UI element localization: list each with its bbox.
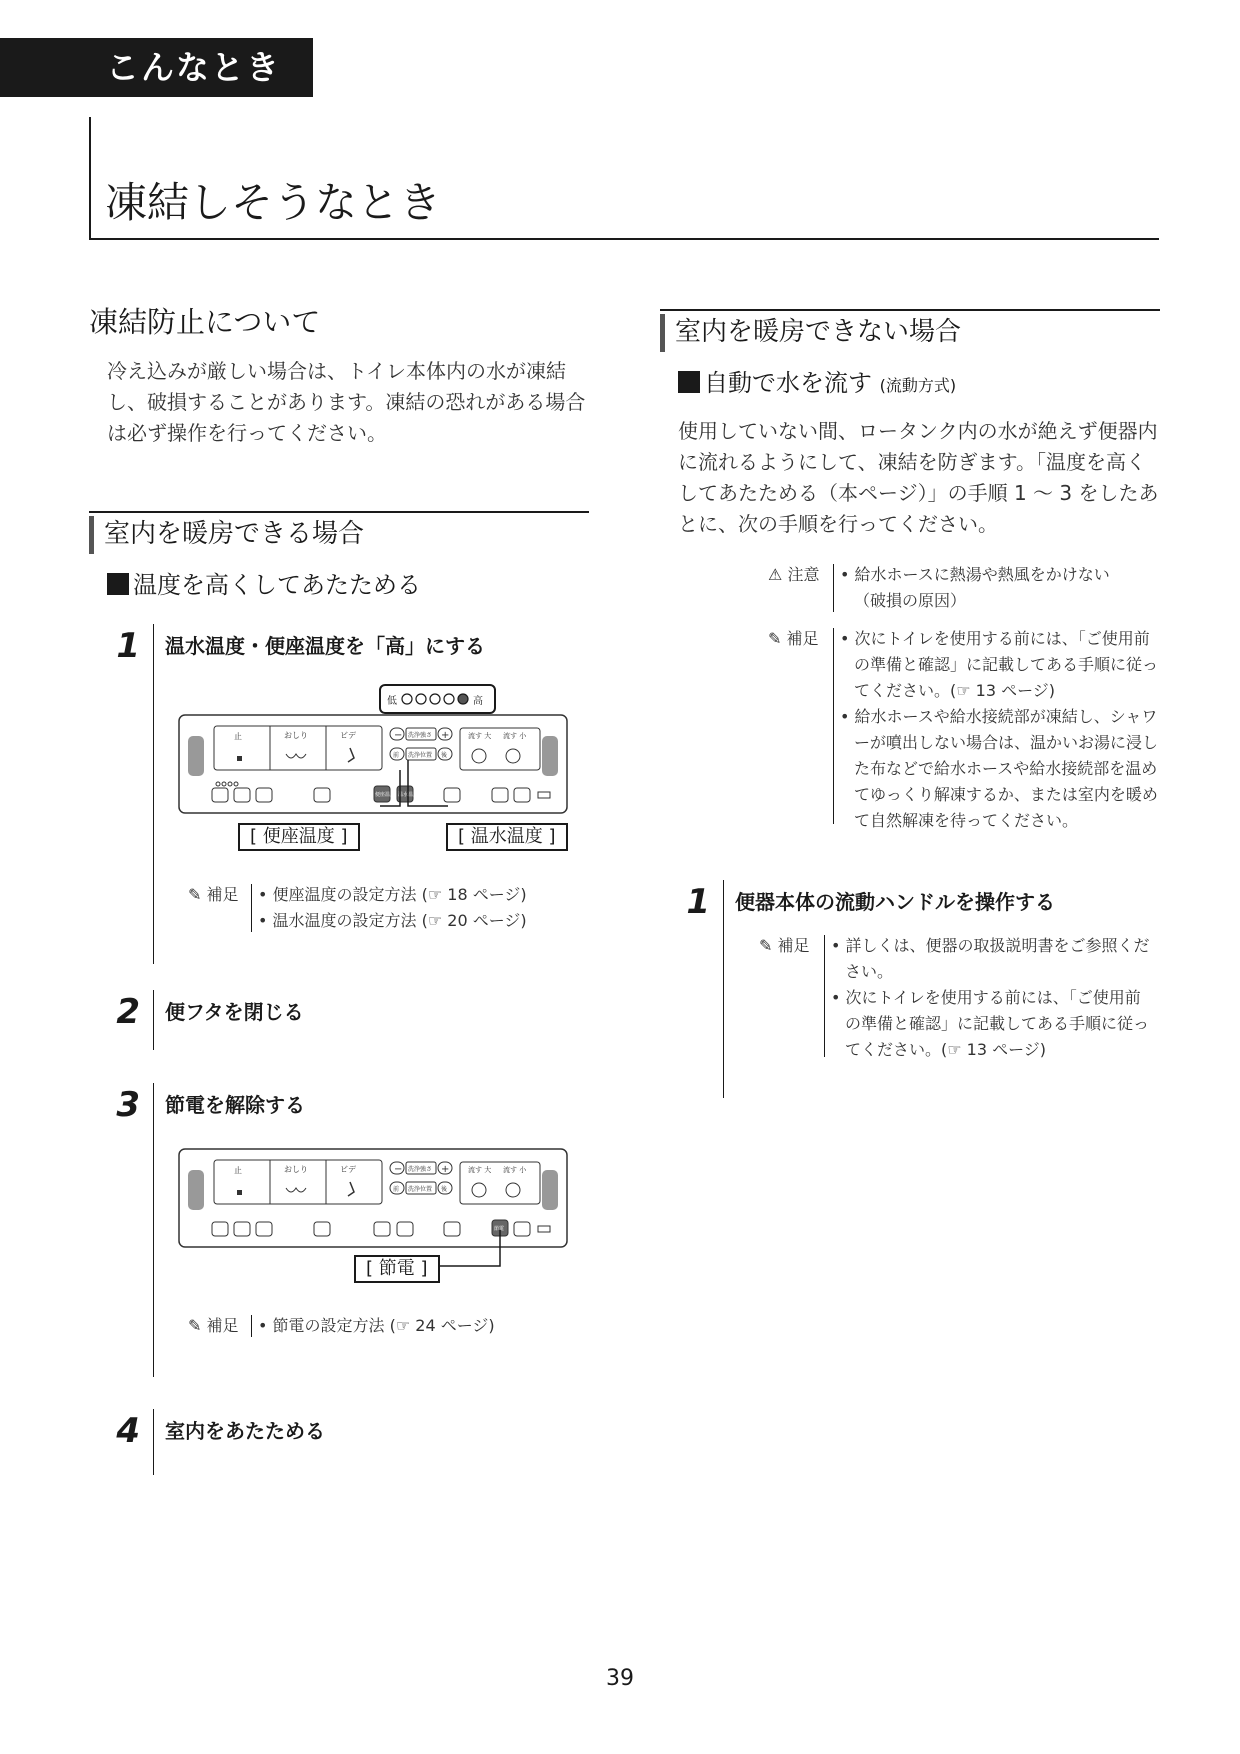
svg-text:洗浄位置: 洗浄位置	[408, 752, 433, 759]
svg-text:前: 前	[393, 752, 400, 759]
subheading-not-heatable: 室内を暖房できない場合	[660, 314, 961, 352]
indicator-high-label: 高	[473, 696, 483, 707]
callout-lines-step1	[230, 760, 560, 830]
svg-text:温水温度: 温水温度	[398, 792, 419, 798]
temperature-indicator-dots	[381, 686, 494, 712]
svg-text:+: +	[441, 730, 450, 741]
temperature-indicator-callout	[379, 684, 496, 714]
svg-text:流す 小: 流す 小	[503, 1166, 527, 1174]
note-text: • 節電の設定方法 (☞ 24 ページ)	[258, 1316, 495, 1335]
note-text: • 次にトイレを使用する前には、「ご使用前の準備と確認」に記載してある手順に従ってください。(☞ 13 ページ) • 給水ホースや給水接続部が凍結し、シャワーが噴出しない場合は、温かいお湯に浸した布などで給水ホースや給水接続部を温めてゆっくり解凍するか、または室内を暖めて自然解凍を待ってください。	[840, 629, 1159, 830]
svg-text:流す 大: 流す 大	[468, 732, 492, 740]
water-temp-label: [ 温水温度 ]	[446, 823, 568, 851]
note-text: • 便座温度の設定方法 (☞ 18 ページ) • 温水温度の設定方法 (☞ 20 ページ)	[258, 885, 527, 930]
note-bar	[824, 935, 825, 1057]
svg-text:洗浄強さ: 洗浄強さ	[408, 1166, 433, 1173]
intro-text-right: 使用していない間、ロータンク内の水が絶えず便器内に流れるようにして、凍結を防ぎます。「温度を高くしてあたためる（本ページ）」の手順 1 〜 3 をしたあとに、次の手順を行ってください。	[678, 419, 1159, 536]
step-number: 1	[116, 626, 140, 666]
method-heading-right: 自動で水を流す (流動方式)	[678, 366, 956, 403]
svg-text:便座温度: 便座温度	[375, 792, 396, 798]
step-rule	[723, 880, 724, 1098]
step-number: 4	[116, 1411, 140, 1451]
svg-text:止: 止	[234, 1166, 242, 1175]
section-title: 凍結防止について	[89, 305, 321, 339]
note-label: ✎ 補足	[768, 629, 819, 648]
subheading-rule	[89, 511, 589, 513]
pencil-icon: ✎	[759, 936, 773, 955]
svg-text:後: 後	[441, 1186, 448, 1193]
pencil-icon: ✎	[188, 885, 202, 904]
step-label: 温水温度・便座温度を「高」にする	[165, 634, 485, 658]
svg-text:ビデ: ビデ	[340, 1165, 356, 1174]
note-text: • 詳しくは、便器の取扱説明書をご参照ください。 • 次にトイレを使用する前には、「ご使用前の準備と確認」に記載してある手順に従ってください。(☞ 13 ページ)	[831, 936, 1150, 1059]
warning-icon: ⚠	[768, 565, 783, 584]
title-rule-horizontal	[89, 238, 1159, 240]
note-bar	[251, 884, 252, 932]
note-bar	[833, 628, 834, 824]
svg-text:−: −	[394, 1164, 403, 1175]
subheading-heatable: 室内を暖房できる場合	[89, 516, 364, 554]
subheading-rule	[660, 309, 1160, 311]
intro-text: 冷え込みが厳しい場合は、トイレ本体内の水が凍結し、破損することがあります。凍結の恐れがある場合は必ず操作を行ってください。	[107, 359, 586, 445]
step-label: 便フタを閉じる	[165, 1000, 304, 1024]
method-heading-left: 温度を高くしてあたためる	[107, 568, 421, 602]
svg-text:流す 大: 流す 大	[468, 1166, 492, 1174]
svg-text:+: +	[441, 1164, 450, 1175]
note-label: ✎ 補足	[759, 936, 810, 955]
note-label: ✎ 補足	[188, 1316, 239, 1335]
svg-text:後: 後	[441, 752, 448, 759]
pencil-icon: ✎	[188, 1316, 202, 1335]
step-number: 1	[686, 882, 710, 922]
svg-text:節電: 節電	[494, 1226, 505, 1232]
step-label: 室内をあたためる	[165, 1419, 325, 1443]
pencil-icon: ✎	[768, 629, 782, 648]
step-label: 便器本体の流動ハンドルを操作する	[735, 890, 1055, 914]
note-label: ✎ 補足	[188, 885, 239, 904]
step-rule	[153, 1083, 154, 1377]
svg-text:洗浄強さ: 洗浄強さ	[408, 732, 433, 739]
chapter-tab: こんなときは	[0, 38, 313, 97]
square-bullet	[107, 573, 129, 595]
step-rule	[153, 990, 154, 1050]
indicator-low-label: 低	[387, 696, 397, 707]
svg-text:前: 前	[393, 1186, 400, 1193]
square-bullet	[678, 371, 700, 393]
svg-text:おしり: おしり	[284, 731, 308, 740]
caution-text: • 給水ホースに熱湯や熱風をかけない（破損の原因）	[840, 565, 1110, 610]
svg-text:ビデ: ビデ	[340, 731, 356, 740]
title-rule-vertical	[89, 117, 91, 240]
step-rule	[153, 1409, 154, 1475]
note-bar	[251, 1315, 252, 1337]
step-rule	[153, 624, 154, 964]
seat-temp-label: [ 便座温度 ]	[238, 823, 360, 851]
svg-text:流す 小: 流す 小	[503, 732, 527, 740]
page-title: 凍結しそうなとき	[105, 178, 442, 227]
note-bar	[833, 564, 834, 612]
step-number: 3	[116, 1085, 140, 1125]
step-label: 節電を解除する	[165, 1093, 305, 1117]
svg-text:止: 止	[234, 732, 242, 741]
svg-text:−: −	[394, 730, 403, 741]
page-number: 39	[606, 1666, 634, 1691]
svg-text:おしり: おしり	[284, 1165, 308, 1174]
step-number: 2	[116, 992, 140, 1032]
svg-text:洗浄位置: 洗浄位置	[408, 1186, 433, 1193]
caution-label: ⚠ 注意	[768, 565, 820, 584]
power-save-label: [ 節電 ]	[354, 1255, 440, 1283]
